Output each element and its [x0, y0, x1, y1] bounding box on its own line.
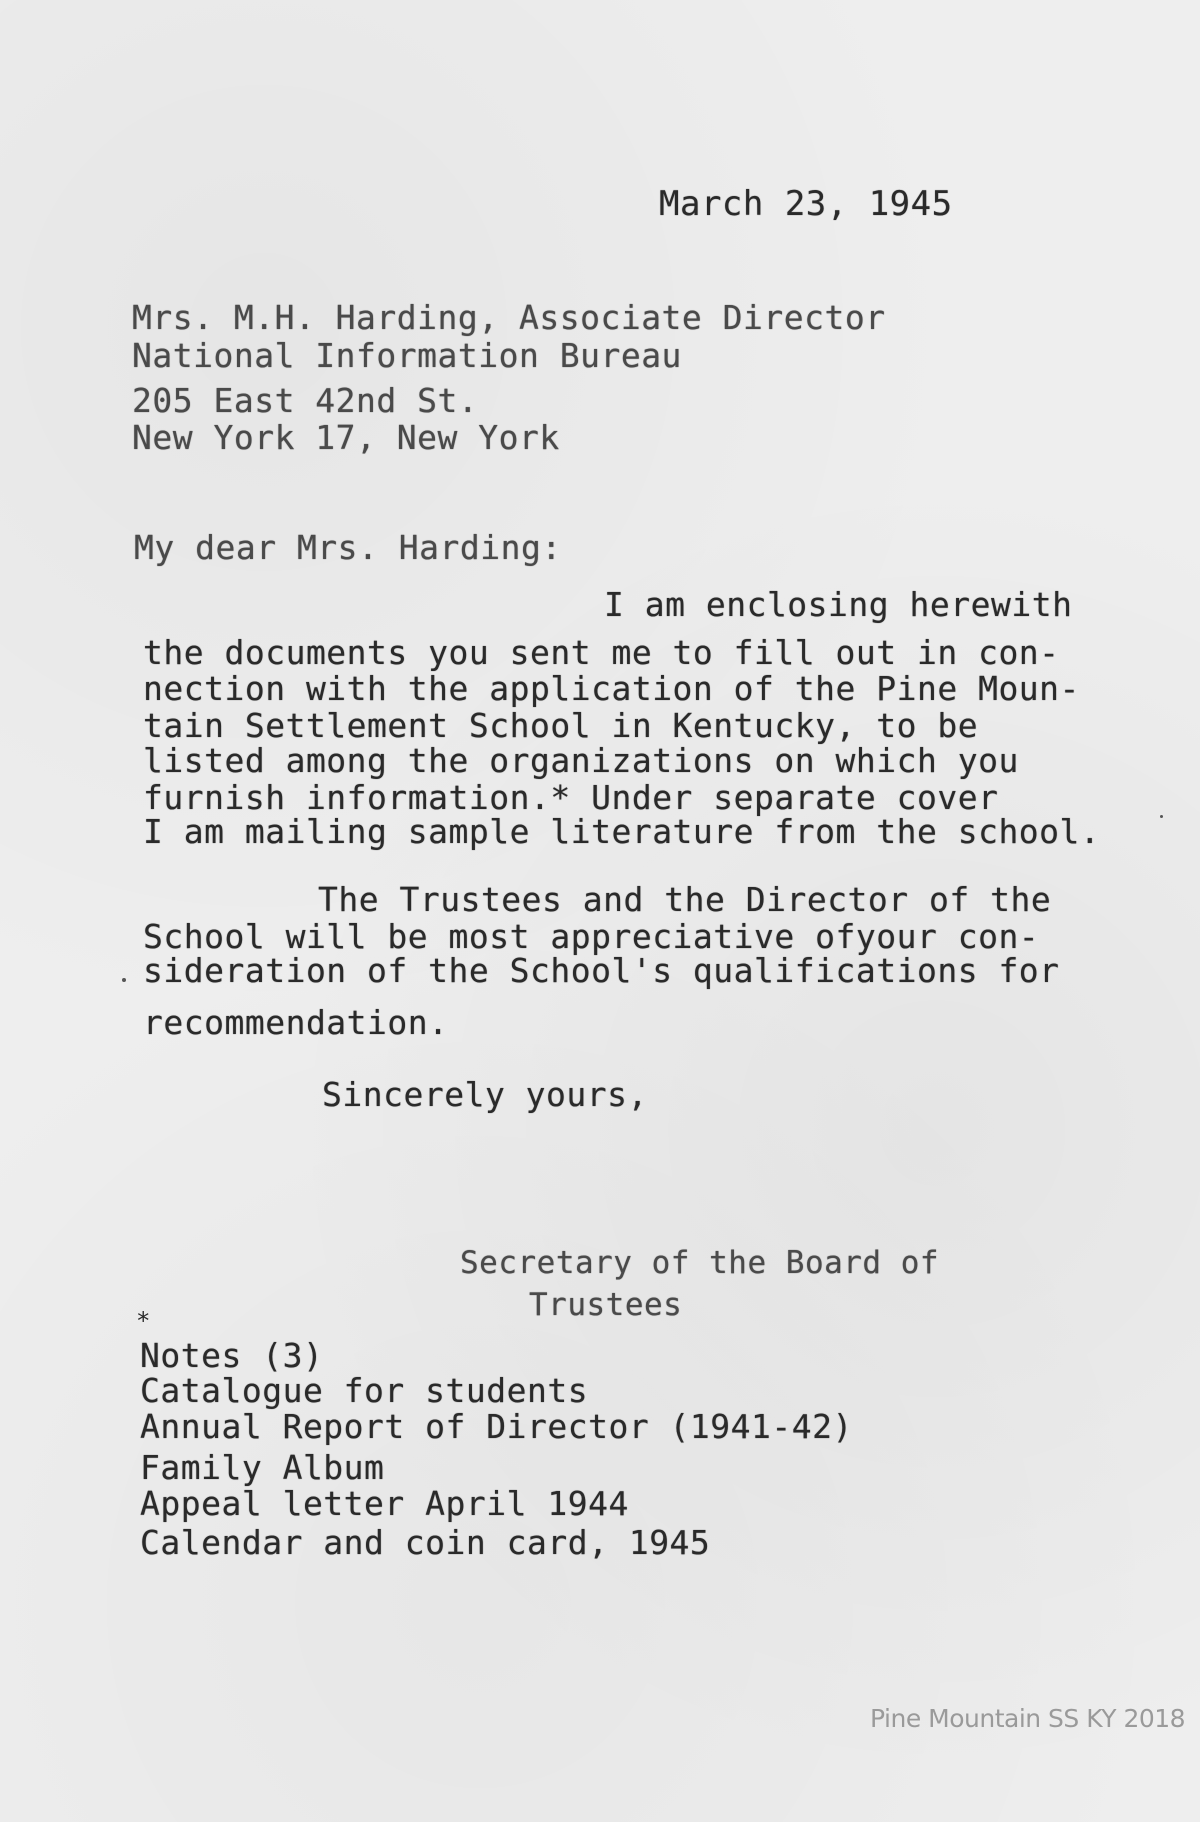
paragraph1-line-7: I am mailing sample literature from the school. — [143, 812, 1101, 851]
signature-line-1: Secretary of the Board of — [460, 1245, 940, 1281]
paragraph1-line-6: furnish information.* Under separate cover — [143, 778, 999, 817]
recipient-line-1: Mrs. M.H. Harding, Associate Director — [132, 298, 886, 337]
paragraph1-line-3: nection with the application of the Pine Moun- — [143, 669, 1080, 708]
ink-speck — [122, 978, 126, 982]
recipient-line-3: 205 East 42nd St. — [132, 381, 479, 420]
recipient-line-2: National Information Bureau — [132, 336, 682, 375]
notes-heading: Notes (3) — [140, 1336, 324, 1375]
closing: Sincerely yours, — [322, 1075, 648, 1114]
paragraph2-line-1: The Trustees and the Director of the — [318, 880, 1052, 919]
salutation: My dear Mrs. Harding: — [134, 528, 562, 567]
notes-item-5: Calendar and coin card, 1945 — [140, 1523, 711, 1562]
paragraph2-line-3: sideration of the School's qualifications for — [143, 951, 1060, 990]
paragraph2-line-4: recommendation. — [143, 1003, 449, 1042]
paragraph1-line-1: I am enclosing herewith — [604, 585, 1073, 624]
archive-watermark: Pine Mountain SS KY 2018 — [870, 1704, 1186, 1733]
paragraph1-line-2: the documents you sent me to fill out in con- — [143, 633, 1060, 672]
signature-line-2: Trustees — [529, 1287, 683, 1323]
notes-item-3: Family Album — [140, 1448, 385, 1487]
letter-date: March 23, 1945 — [659, 184, 953, 224]
notes-asterisk: * — [136, 1307, 151, 1335]
ink-speck — [1160, 815, 1163, 818]
paragraph1-line-4: tain Settlement School in Kentucky, to be — [143, 706, 979, 745]
notes-item-1: Catalogue for students — [140, 1371, 589, 1410]
paragraph1-line-5: listed among the organizations on which you — [143, 741, 1019, 780]
recipient-line-4: New York 17, New York — [132, 418, 560, 457]
notes-item-4: Appeal letter April 1944 — [140, 1484, 629, 1523]
paragraph2-line-2: School will be most appreciative ofyour con- — [143, 917, 1040, 956]
notes-item-2: Annual Report of Director (1941-42) — [140, 1407, 853, 1446]
